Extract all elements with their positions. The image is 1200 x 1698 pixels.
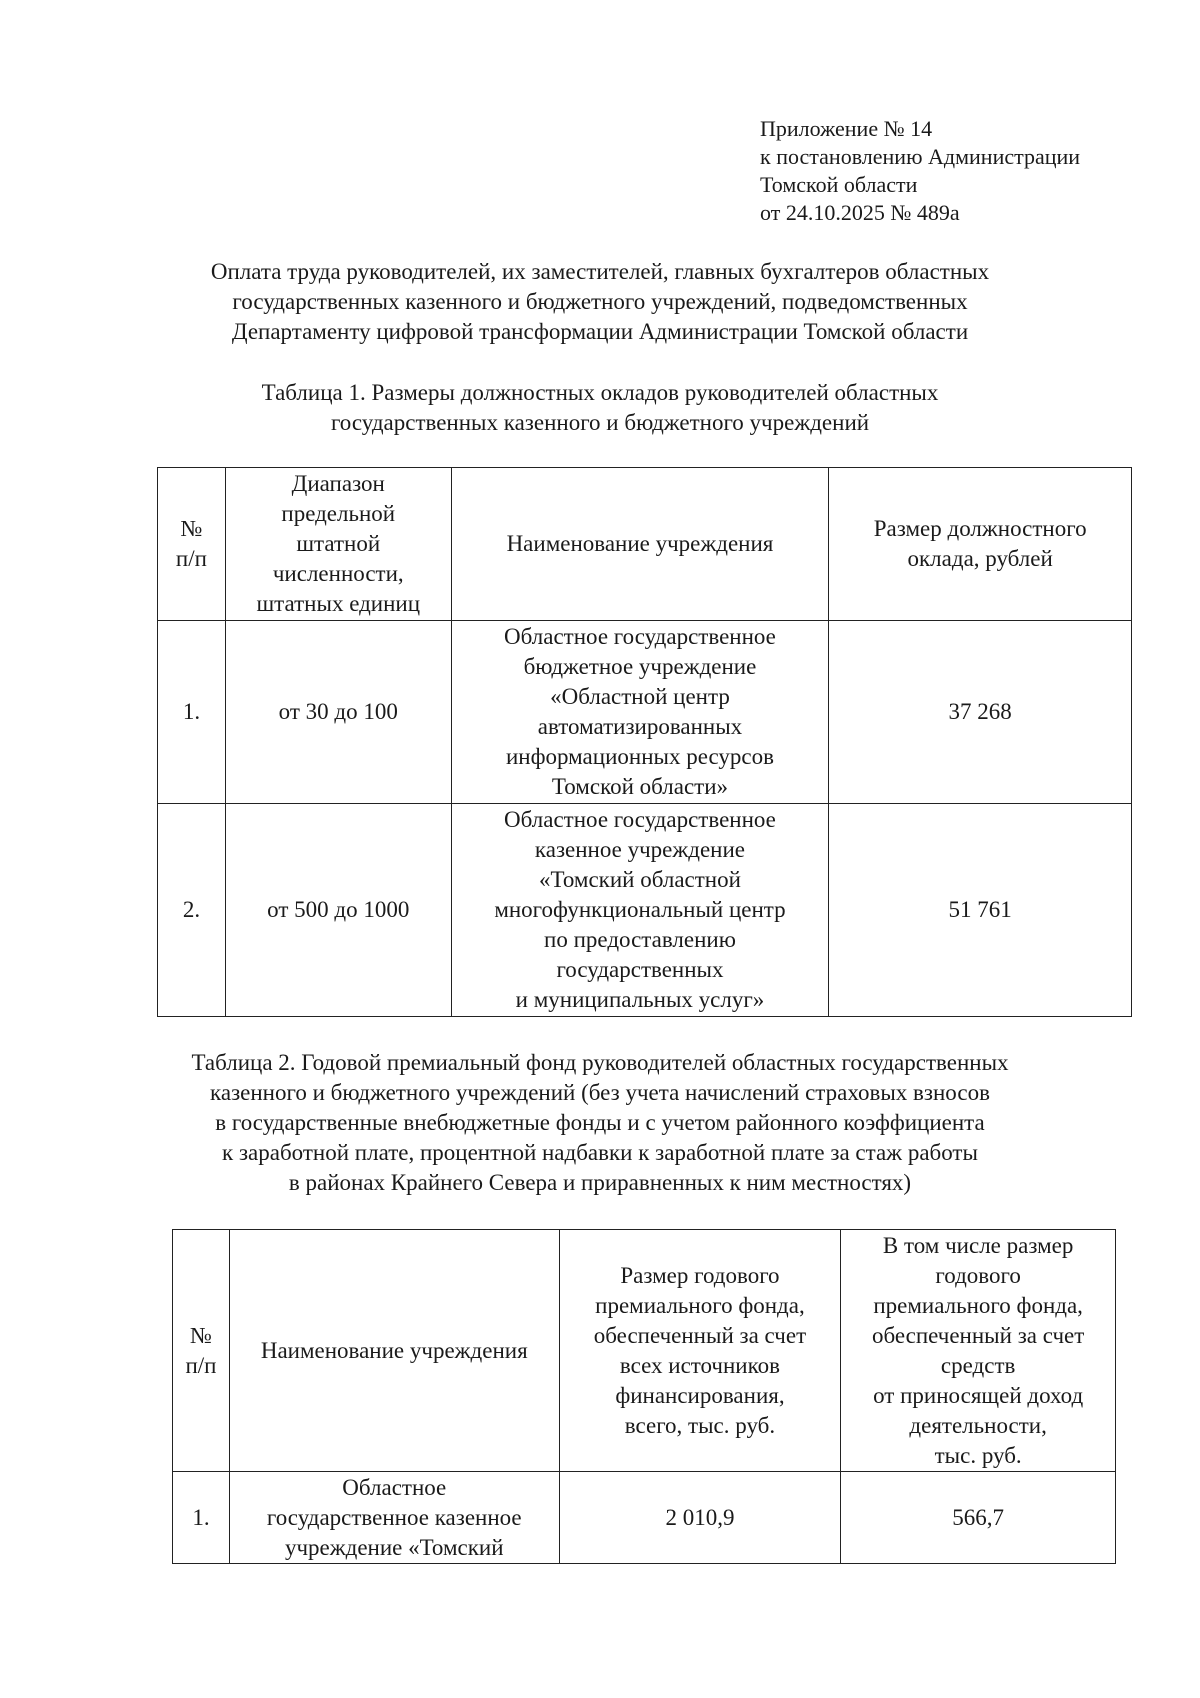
caption-line: Таблица 2. Годовой премиальный фонд руководителей областных государственных xyxy=(191,1050,1009,1075)
caption-line: в районах Крайнего Севера и приравненных к ним местностях) xyxy=(288,1170,912,1195)
row-num: 1. xyxy=(158,621,226,804)
bonus-fund-table xyxy=(172,1229,1116,1564)
header-total-fund: Размер годового премиального фонда, обеспеченный за счет всех источников финансирования, всего, тыс. руб. xyxy=(559,1230,841,1472)
header-institution-name: Наименование учреждения xyxy=(451,468,829,621)
appendix-line: к постановлению Администрации xyxy=(760,144,1081,169)
title-line: государственных казенного и бюджетного учреждений, подведомственных xyxy=(232,289,968,314)
title-line: Оплата труда руководителей, их заместителей, главных бухгалтеров областных xyxy=(210,259,990,284)
caption-line: государственных казенного и бюджетного учреждений xyxy=(330,410,870,435)
document-title xyxy=(100,257,1100,347)
appendix-line: от 24.10.2025 № 489а xyxy=(760,200,960,225)
header-income-fund: В том числе размер годового премиального фонда, обеспеченный за счет средств от приносящей доход деятельности, тыс. руб. xyxy=(841,1230,1116,1472)
salary-table xyxy=(157,467,1132,1017)
caption-line: казенного и бюджетного учреждений (без учета начислений страховых взносов xyxy=(210,1080,990,1105)
appendix-note xyxy=(760,115,1080,227)
row-institution-name: Областное государственное бюджетное учреждение «Областной центр автоматизированных информационных ресурсов Томской области» xyxy=(451,621,829,804)
header-staff-range: Диапазон предельной штатной численности, штатных единиц xyxy=(225,468,451,621)
row-institution-name: Областное государственное казенное учреждение «Томский xyxy=(229,1472,559,1564)
table-row xyxy=(158,804,1132,1017)
row-salary: 37 268 xyxy=(829,621,1132,804)
row-income-fund: 566,7 xyxy=(841,1472,1116,1564)
row-salary: 51 761 xyxy=(829,804,1132,1017)
row-staff-range: от 500 до 1000 xyxy=(225,804,451,1017)
appendix-line: Томской области xyxy=(760,172,918,197)
table2-caption xyxy=(60,1048,1140,1198)
row-staff-range: от 30 до 100 xyxy=(225,621,451,804)
table1-caption xyxy=(100,378,1100,438)
row-num: 2. xyxy=(158,804,226,1017)
caption-line: Таблица 1. Размеры должностных окладов руководителей областных xyxy=(261,380,939,405)
title-line: Департаменту цифровой трансформации Администрации Томской области xyxy=(231,319,969,344)
appendix-line: Приложение № 14 xyxy=(760,116,933,141)
row-num: 1. xyxy=(173,1472,230,1564)
caption-line: к заработной плате, процентной надбавки к заработной плате за стаж работы xyxy=(222,1140,978,1165)
table-header-row xyxy=(158,468,1132,621)
caption-line: в государственные внебюджетные фонды и с учетом районного коэффициента xyxy=(215,1110,985,1135)
row-total-fund: 2 010,9 xyxy=(559,1472,841,1564)
table-row xyxy=(158,621,1132,804)
row-institution-name: Областное государственное казенное учреждение «Томский областной многофункциональный центр по предоставлению государственных и муниципальных услуг» xyxy=(451,804,829,1017)
table-header-row xyxy=(173,1230,1116,1472)
table-row xyxy=(173,1472,1116,1564)
header-num: № п/п xyxy=(173,1230,230,1472)
header-institution-name: Наименование учреждения xyxy=(229,1230,559,1472)
header-salary: Размер должностного оклада, рублей xyxy=(829,468,1132,621)
header-num: № п/п xyxy=(158,468,226,621)
